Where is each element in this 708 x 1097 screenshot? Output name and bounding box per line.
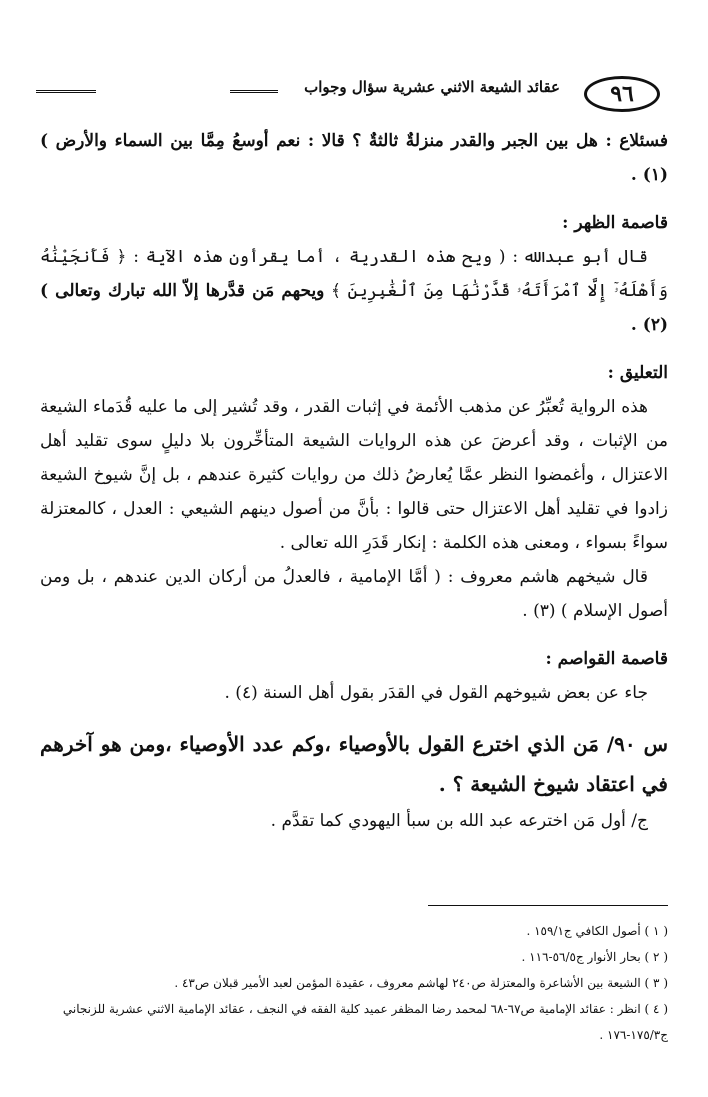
footnote-item: ( ٣ ) الشيعة بين الأشاعرة والمعتزلة ص٢٤٠ لهاشم معروف ، عقيدة المؤمن لعبد الأمير قبلان ص٤٣ . — [174, 976, 668, 990]
running-title: عقائد الشيعة الاثني عشرية سؤال وجواب — [304, 78, 560, 96]
section-heading-dhahr: قاصمة الظهر : — [562, 213, 668, 233]
page-body — [40, 124, 668, 838]
paragraph-1: فسئلاع : هل بين الجبر والقدر منزلةٌ ثالثةٌ ؟ قالا : نعم أوسعُ مِمَّا بين السماء والأرض ) (١) . — [40, 131, 668, 185]
footnote-item: ( ٤ ) انظر : عقائد الإمامية ص٦٧-٦٨ لمحمد رضا المظفر عميد كلية الفقه في النجف ، عقائد الإمامية الاثني عشرية للزنجاني ج١٧٥/٣-١٧٦ . — [62, 1002, 668, 1042]
header-divider-left — [36, 90, 96, 93]
paragraph-4: قال شيخهم هاشم معروف : ( أمَّا الإمامية ، فالعدلُ من أركان الدين عندهم ، بل ومن أصول الإسلام ) (٣) . — [40, 567, 668, 621]
section-heading-ta3liq: التعليق : — [607, 363, 668, 383]
paragraph-2-tail: ويحهم مَن قدَّرها إلاّ الله تبارك وتعالى ) (٢) . — [40, 281, 668, 335]
footnote-separator — [428, 905, 668, 906]
paragraph-3: هذه الرواية تُعبِّرُ عن مذهب الأئمة في إثبات القدر ، وقد تُشير إلى ما عليه قُدَماء الشيعة من الإثبات ، وقد أعرضَ عن هذه الروايات الشيعة المتأخِّرون بلا دليلٍ سوى تقليد أهل الاعتزال ، وأغمضوا النظر عمَّا يُعارضُ ذلك من روايات كثيرة عندهم ، بل إنَّ شيوخ الشيعة زادوا في تقليد أهل الاعتزال حتى قالوا : بأنَّ من أصول دينهم الشيعي : العدل ، كالمعتزلة سواءً بسواء ، ومعنى هذه الكلمة : إنكار قَدَرِ الله تعالى . — [40, 397, 668, 553]
footnote-item: ( ٢ ) بحار الأنوار ج٥٦/٥-١١٦ . — [521, 950, 668, 964]
paragraph-5: جاء عن بعض شيوخهم القول في القدَر بقول أهل السنة (٤) . — [224, 683, 648, 703]
header-divider — [230, 90, 278, 93]
answer-90: ج/ أول مَن اخترعه عبد الله بن سبأ اليهودي كما تقدَّم . — [270, 811, 648, 831]
quran-verse-quote: قال أبو عبدالله : ( ويح هذه القدرية ، أما يقرأون هذه الآية : ﴿ فَأَنجَيْنَٰهُ وَأَهْلَهُۥٓ إِلَّا ٱمْرَأَتَهُۥ قَدَّرْنَٰهَا مِنَ ٱلْغَٰبِرِينَ ﴾ — [40, 247, 669, 301]
section-heading-qawasim: قاصمة القواصم : — [545, 649, 668, 669]
footnotes — [40, 918, 668, 1048]
question-90: س ٩٠/ مَن الذي اخترع القول بالأوصياء ،وكم عدد الأوصياء ،ومن هو آخرهم في اعتقاد شيوخ الشيعة ؟ . — [40, 732, 668, 796]
page-number: ٩٦ — [584, 76, 660, 112]
page-header — [30, 76, 660, 116]
paragraph-2 — [40, 240, 668, 342]
footnote-item: ( ١ ) أصول الكافي ج١٥٩/١ . — [526, 924, 668, 938]
